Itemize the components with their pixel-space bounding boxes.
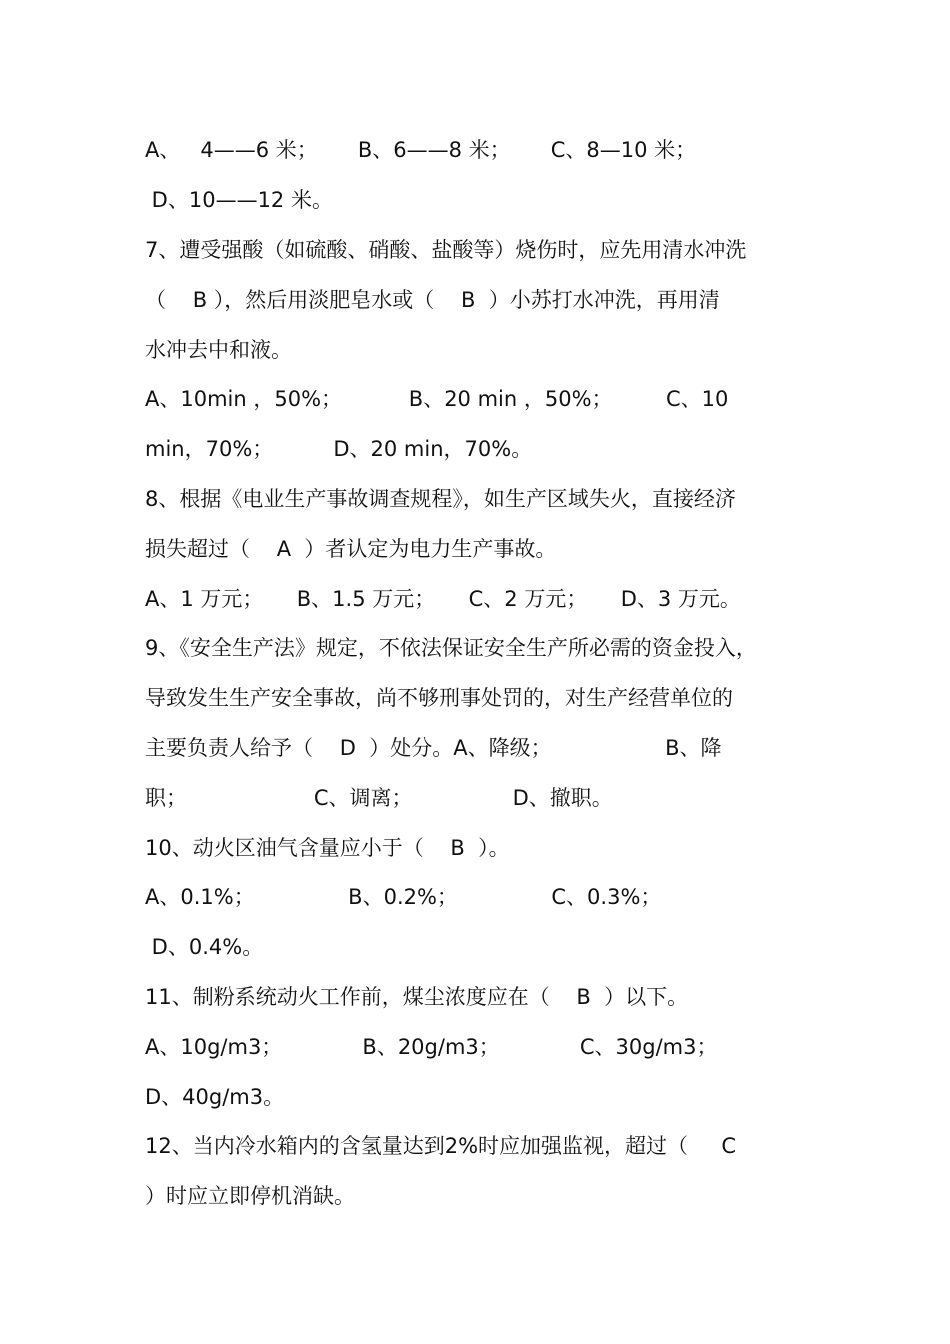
text-line: 10、动火区油气含量应小于（ B ）。: [145, 836, 510, 860]
text-line: 7、遭受强酸（如硫酸、硝酸、盐酸等）烧伤时，应先用清水冲洗: [145, 238, 747, 262]
text-line: D、10——12 米。: [145, 188, 333, 212]
text-line: min，70%； D、20 min，70%。: [145, 437, 533, 461]
text-line: A、 4——6 米； B、6——8 米； C、8—10 米；: [145, 138, 697, 162]
text-line: 职； C、调离； D、撤职。: [145, 786, 613, 810]
text-line: A、1 万元； B、1.5 万元； C、2 万元； D、3 万元。: [145, 587, 741, 611]
text-line: 水冲去中和液。: [145, 338, 292, 362]
text-line: ）时应立即停机消缺。: [145, 1184, 355, 1208]
text-line: 9、《安全生产法》规定，不依法保证安全生产所必需的资金投入，: [145, 636, 757, 660]
text-line: 导致发生生产安全事故，尚不够刑事处罚的，对生产经营单位的: [145, 686, 733, 710]
text-line: 12、当内冷水箱内的含氢量达到2%时应加强监视，超过（ C: [145, 1134, 737, 1158]
text-line: 损失超过（ A ）者认定为电力生产事故。: [145, 537, 557, 561]
text-line: A、0.1%； B、0.2%； C、0.3%；: [145, 885, 662, 909]
text-line: A、10g/m3； B、20g/m3； C、30g/m3；: [145, 1035, 718, 1059]
text-line: 主要负责人给予（ D ）处分。A、降级； B、降: [145, 736, 722, 760]
text-line: D、0.4%。: [145, 935, 264, 959]
text-line: 8、根据《电业生产事故调查规程》，如生产区域失火，直接经济: [145, 487, 736, 511]
text-line: 11、制粉系统动火工作前，煤尘浓度应在（ B ）以下。: [145, 985, 689, 1009]
text-line: A、10min ，50%； B、20 min ，50%； C、10: [145, 387, 729, 411]
text-line: D、40g/m3。: [145, 1085, 285, 1109]
text-line: （ B ），然后用淡肥皂水或（ B ）小苏打水冲洗，再用清: [145, 288, 720, 312]
